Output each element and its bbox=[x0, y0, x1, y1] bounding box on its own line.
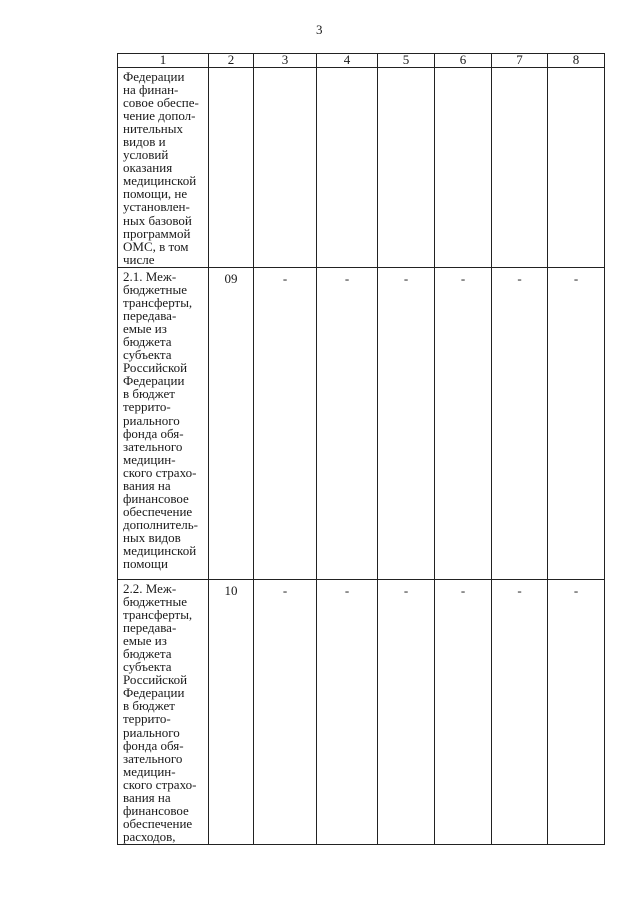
description-line: 2.1. Меж- bbox=[123, 269, 177, 284]
description-line: террито- bbox=[123, 711, 171, 727]
column-header-1: 1 bbox=[118, 54, 209, 68]
column-header-4: 4 bbox=[317, 54, 378, 68]
description-line: оказания bbox=[123, 160, 173, 176]
description-line: совое обеспе- bbox=[123, 95, 199, 111]
description-line: помощи, не bbox=[123, 186, 188, 202]
description-line: программой bbox=[123, 225, 191, 241]
description-line: Федерации bbox=[123, 69, 185, 84]
data-table bbox=[117, 53, 605, 845]
description-line: медицин- bbox=[123, 451, 176, 467]
description-line: ского страхо- bbox=[123, 776, 197, 792]
row-description bbox=[118, 68, 209, 268]
description-line: вания на bbox=[123, 477, 171, 493]
description-line: Федерации bbox=[123, 685, 185, 701]
description-line: медицинской bbox=[123, 173, 197, 189]
description-line: трансферты, bbox=[123, 607, 193, 623]
row-description bbox=[118, 268, 209, 580]
description-line: видов и bbox=[123, 134, 166, 150]
description-line: медицин- bbox=[123, 763, 176, 779]
description-line: Российской bbox=[123, 360, 188, 376]
description-line: бюджетные bbox=[123, 282, 188, 298]
row-value: - bbox=[378, 580, 435, 845]
row-value bbox=[492, 68, 548, 268]
description-line: передава- bbox=[123, 620, 177, 636]
row-value: - bbox=[378, 268, 435, 580]
description-line: расходов, bbox=[123, 828, 176, 844]
description-line: 2.2. Меж- bbox=[123, 581, 177, 596]
description-line: фонда обя- bbox=[123, 737, 184, 753]
row-code bbox=[209, 68, 254, 268]
page-number: 3 bbox=[316, 22, 323, 37]
description-line: финансовое bbox=[123, 490, 189, 506]
description-line: риального bbox=[123, 412, 180, 428]
row-value bbox=[254, 68, 317, 268]
description-line: зательного bbox=[123, 750, 183, 766]
description-line: риального bbox=[123, 724, 180, 740]
description-line: бюджета bbox=[123, 334, 172, 350]
table-row bbox=[118, 268, 605, 580]
row-value bbox=[435, 68, 492, 268]
description-line: обеспечение bbox=[123, 503, 193, 519]
description-line: ского страхо- bbox=[123, 464, 197, 480]
description-line: бюджета bbox=[123, 646, 172, 662]
row-value bbox=[378, 68, 435, 268]
description-line: вания на bbox=[123, 789, 171, 805]
row-value: - bbox=[254, 268, 317, 580]
description-line: Российской bbox=[123, 672, 188, 688]
row-value bbox=[548, 68, 605, 268]
row-value: - bbox=[435, 268, 492, 580]
row-value: - bbox=[548, 268, 605, 580]
description-line: на финан- bbox=[123, 82, 179, 98]
row-value bbox=[317, 68, 378, 268]
row-value: - bbox=[317, 268, 378, 580]
description-line: медицинской bbox=[123, 542, 197, 558]
column-header-8: 8 bbox=[548, 54, 605, 68]
row-code: 09 bbox=[209, 268, 254, 580]
description-line: помощи bbox=[123, 556, 168, 572]
row-value: - bbox=[548, 580, 605, 845]
description-line: субъекта bbox=[123, 347, 172, 363]
column-header-6: 6 bbox=[435, 54, 492, 68]
column-header-2: 2 bbox=[209, 54, 254, 68]
description-line: фонда обя- bbox=[123, 425, 184, 441]
description-line: в бюджет bbox=[123, 698, 175, 714]
description-line: финансовое bbox=[123, 802, 189, 818]
column-header-5: 5 bbox=[378, 54, 435, 68]
column-header-7: 7 bbox=[492, 54, 548, 68]
description-line: в бюджет bbox=[123, 386, 175, 402]
description-line: бюджетные bbox=[123, 594, 188, 610]
description-line: ных видов bbox=[123, 529, 181, 545]
description-line: установлен- bbox=[123, 199, 190, 215]
description-line: чение допол- bbox=[123, 108, 196, 124]
table-row bbox=[118, 68, 605, 268]
description-line: емые из bbox=[123, 321, 167, 337]
description-line: обеспечение bbox=[123, 815, 193, 831]
description-line: ОМС, в том bbox=[123, 238, 189, 254]
description-line: зательного bbox=[123, 438, 183, 454]
row-value: - bbox=[435, 580, 492, 845]
row-code: 10 bbox=[209, 580, 254, 845]
description-line: емые из bbox=[123, 633, 167, 649]
description-line: дополнитель- bbox=[123, 516, 198, 532]
description-line: террито- bbox=[123, 399, 171, 415]
description-line: субъекта bbox=[123, 659, 172, 675]
description-line: трансферты, bbox=[123, 295, 193, 311]
table-row bbox=[118, 580, 605, 845]
row-description bbox=[118, 580, 209, 845]
description-line: передава- bbox=[123, 308, 177, 324]
row-value: - bbox=[492, 268, 548, 580]
description-line: условий bbox=[123, 147, 169, 163]
header-row bbox=[118, 54, 605, 68]
row-value: - bbox=[317, 580, 378, 845]
description-line: Федерации bbox=[123, 373, 185, 389]
column-header-3: 3 bbox=[254, 54, 317, 68]
row-value: - bbox=[254, 580, 317, 845]
description-line: ных базовой bbox=[123, 212, 192, 228]
description-line: нительных bbox=[123, 121, 183, 137]
description-line: числе bbox=[123, 251, 155, 267]
row-value: - bbox=[492, 580, 548, 845]
